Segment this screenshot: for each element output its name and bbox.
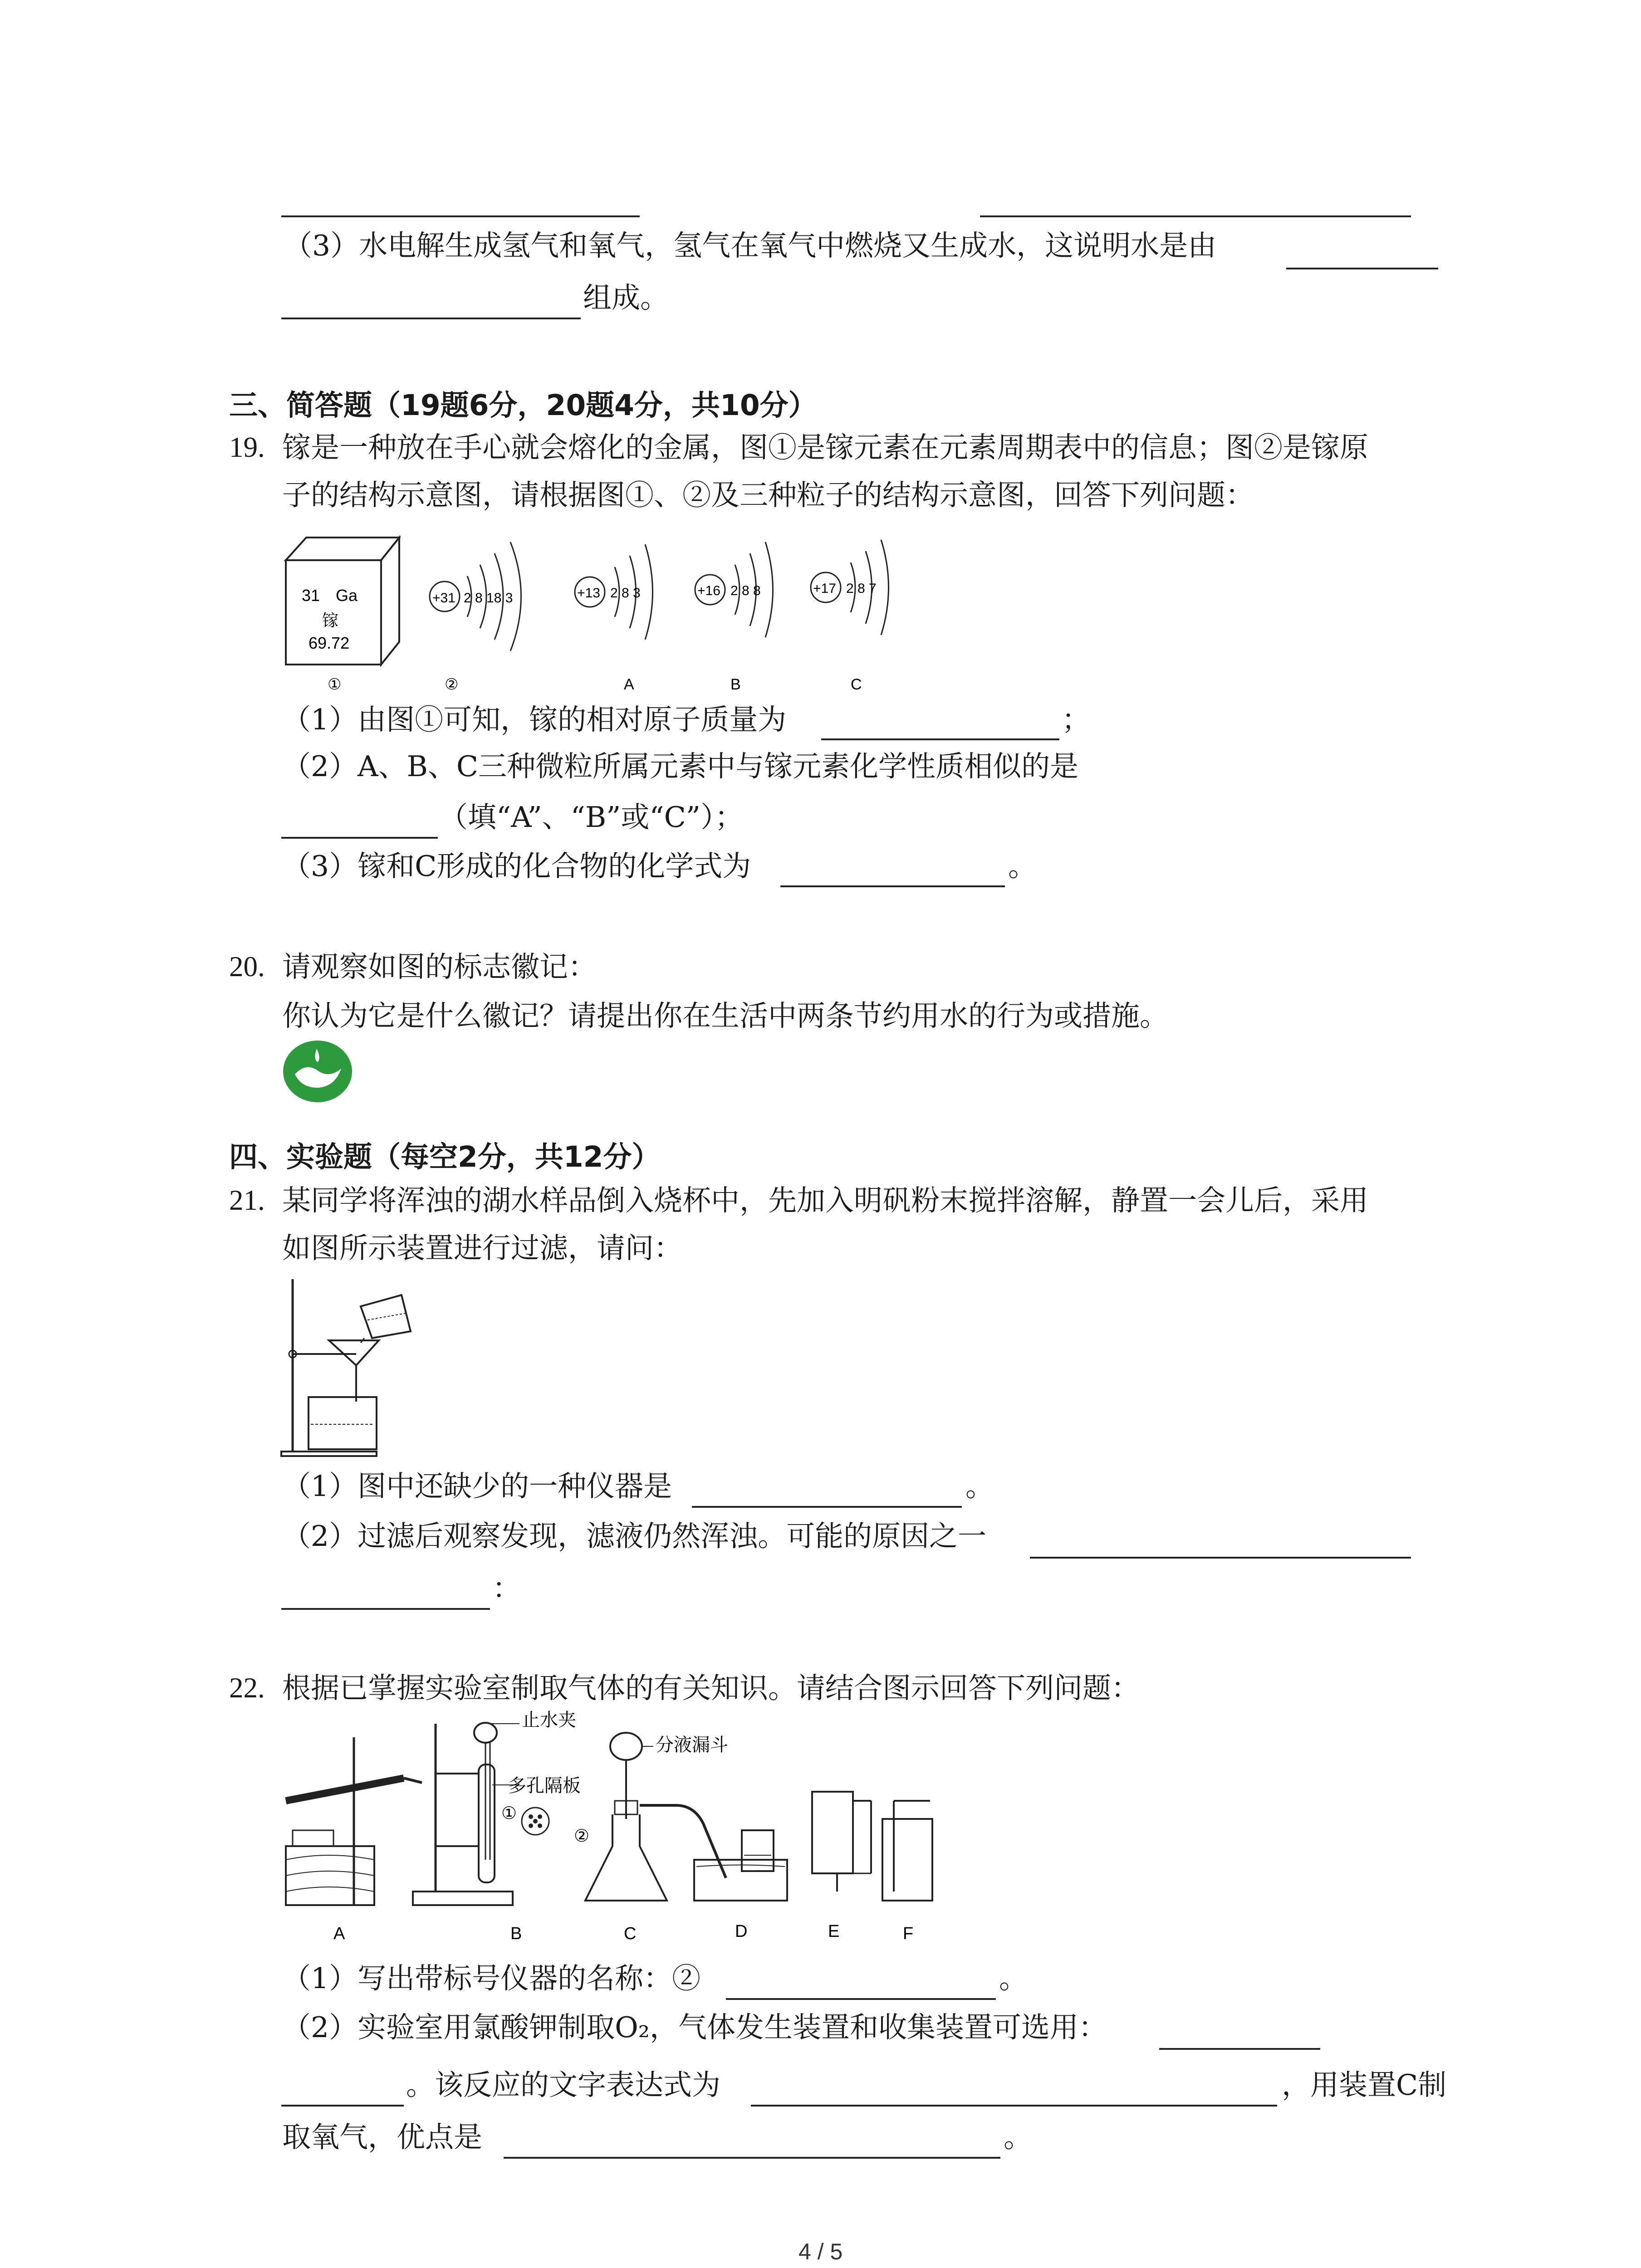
apparatus-a [286,1737,422,1905]
q19-sub1-end: ； [1062,703,1090,736]
caption: A [333,1924,345,1943]
apparatus-f [882,1801,932,1901]
svg-text:2 8 7: 2 8 7 [846,581,877,596]
q21-sub1: （1）图中还缺少的一种仪器是 [282,1470,672,1503]
section-title: 四、实验题（每空2分，共12分） [229,1140,661,1173]
caption: F [903,1924,914,1943]
q21-line2: 如图所示装置进行过滤，请问： [282,1232,682,1265]
filtration-apparatus [279,1270,424,1461]
caption: C [851,676,862,693]
answer-blank[interactable] [281,215,640,217]
caption: ② [445,676,459,693]
apparatus-b [413,1710,581,1905]
q22-sub1-end: 。 [999,1962,1028,1995]
q21-sub2-end: ： [492,1572,521,1605]
svg-text:+16: +16 [697,583,720,598]
answer-blank[interactable] [692,1506,962,1508]
label-circle1: ① [501,1804,517,1823]
q22-sub2-line2-end: ，用装置C制 [1282,2068,1447,2102]
q19-line2: 子的结构示意图，请根据图①、②及三种粒子的结构示意图，回答下列问题： [282,479,1254,512]
q18-3-line2: 组成。 [583,281,669,314]
apparatus-c [574,1733,728,1901]
q21-sub2: （2）过滤后观察发现，滤液仍然浑浊。可能的原因之一 [282,1520,987,1553]
q19-line1: 镓是一种放在手心就会熔化的金属，图①是镓元素在元素周期表中的信息；图②是镓原 [282,431,1368,464]
answer-blank[interactable] [504,2157,1000,2159]
label-funnel: 分液漏斗 [656,1735,728,1755]
question-number: 22. [229,1672,265,1704]
label-plate: 多孔隔板 [508,1776,581,1796]
particle-b-diagram [695,542,773,637]
answer-blank[interactable] [281,1608,490,1610]
svg-text:2 8 3: 2 8 3 [610,586,641,601]
answer-blank[interactable] [821,738,1059,740]
particle-c-diagram [811,540,889,635]
q19-sub3: （3）镓和C形成的化合物的化学式为 [282,850,751,883]
q22-sub2: （2）实验室用氯酸钾制取O₂，气体发生装置和收集装置可选用： [282,2011,1107,2044]
question-number: 20. [229,951,265,982]
answer-blank[interactable] [281,2105,404,2107]
q22-sub1: （1）写出带标号仪器的名称：② [282,1962,701,1995]
caption: B [730,676,741,693]
svg-text:+13: +13 [577,586,600,601]
q21-sub1-end: 。 [965,1470,994,1503]
answer-blank[interactable] [726,1998,996,2000]
caption: A [624,676,634,693]
element-name: 镓 [322,611,339,630]
q21-line1: 某同学将浑浊的湖水样品倒入烧杯中，先加入明矾粉末搅拌溶解，静置一会儿后，采用 [282,1184,1368,1217]
svg-text:2 8 18 3: 2 8 18 3 [464,591,513,606]
gas-apparatus-figure [277,1710,985,1955]
q22-sub2-line3-end: 。 [1004,2121,1032,2154]
svg-text:2 8 8: 2 8 8 [730,583,761,598]
answer-blank[interactable] [980,215,1411,217]
apparatus-d [694,1830,787,1901]
q20-line1: 请观察如图的标志徽记： [282,950,597,983]
q20-line2: 你认为它是什么徽记？请提出你在生活中两条节约用水的行为或措施。 [282,999,1168,1032]
answer-blank[interactable] [281,837,438,839]
element-symbol: Ga [336,586,358,605]
q19-sub1: （1）由图①可知，镓的相对原子质量为 [282,703,787,736]
question-number: 19. [229,431,265,463]
particle-a-diagram [575,544,653,640]
answer-blank[interactable] [1159,2048,1320,2050]
answer-blank[interactable] [751,2105,1277,2107]
svg-text:+17: +17 [813,581,836,596]
svg-text:+31: +31 [432,591,456,606]
q19-sub3-end: 。 [1008,850,1037,883]
atomic-number: 31 [302,586,320,605]
caption: B [510,1924,522,1943]
answer-blank[interactable] [1286,268,1438,269]
label-circle2: ② [574,1827,590,1846]
q19-figure [277,517,912,699]
q19-sub2-line2: （填“A”、“B”或“C”）； [439,801,744,834]
label-clamp: 止水夹 [522,1710,576,1730]
section-title: 三、简答题（19题6分，20题4分，共10分） [229,389,817,422]
atomic-mass: 69.72 [309,634,350,652]
q22-sub2-line3: 取氧气，优点是 [282,2121,482,2154]
q19-sub2-line1: （2）A、B、C三种微粒所属元素中与镓元素化学性质相似的是 [282,750,1079,783]
answer-blank[interactable] [1030,1557,1411,1559]
page-number: 4 / 5 [798,2239,843,2264]
answer-blank[interactable] [281,318,581,319]
caption: ① [328,676,342,693]
caption: C [624,1924,637,1943]
water-saving-logo [281,1039,354,1105]
q22-line1: 根据已掌握实验室制取气体的有关知识。请结合图示回答下列问题： [282,1672,1140,1705]
answer-blank[interactable] [780,885,1005,887]
question-number: 21. [229,1184,265,1216]
element-info-box [286,538,399,665]
q18-3-line1: （3）水电解生成氢气和氧气，氢气在氧气中燃烧又生成水，这说明水是由 [284,229,1217,262]
caption: E [828,1922,840,1941]
ga-atom-diagram [430,542,521,651]
q22-sub2-line2: 。该反应的文字表达式为 [406,2068,720,2102]
apparatus-e [812,1792,871,1892]
caption: D [735,1922,748,1941]
